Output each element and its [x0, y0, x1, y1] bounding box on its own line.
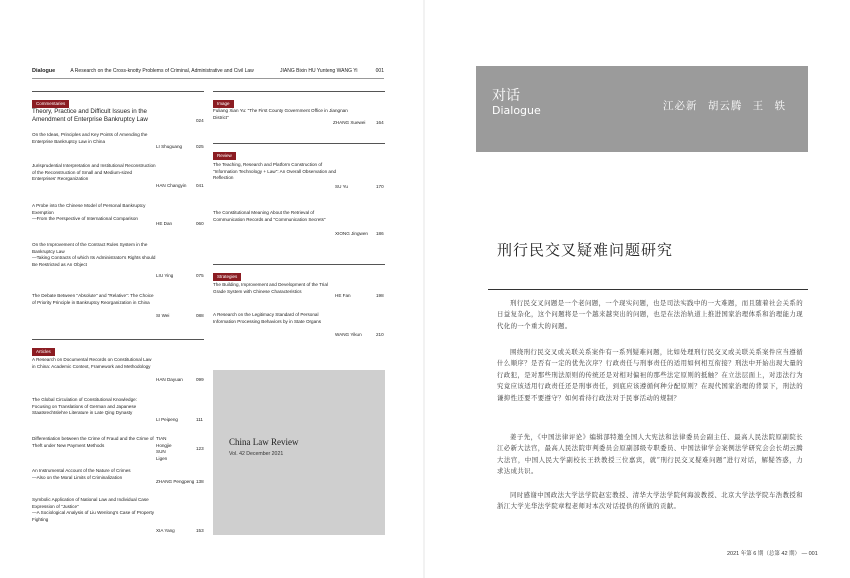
toc-entry-page: 088 [196, 313, 204, 318]
title-divider [488, 289, 808, 290]
toc-entry-page: 075 [196, 273, 204, 278]
toc-entry-page: 041 [196, 183, 204, 188]
section-commentaries [32, 91, 204, 106]
toc-entry[interactable] [32, 242, 204, 278]
section-label-review: Review [213, 152, 236, 160]
toc-entry-page: 099 [196, 377, 204, 382]
toc-entry-page: 111 [196, 417, 203, 422]
toc-entry-author: SI Wei [156, 313, 170, 318]
issue-info: Vol. 42 December 2021 [229, 451, 284, 457]
toc-entry[interactable] [213, 162, 384, 189]
toc-top-title: A Research on the Cross-knotty Problems of Criminal, Administrative and Civil Law [70, 68, 254, 74]
section-header [32, 91, 204, 106]
toc-entry-title: Theory, Practice and Difficult Issues in the Amendment of Enterprise Bankruptcy Law [32, 108, 148, 123]
toc-entry[interactable] [32, 108, 204, 124]
toc-entry[interactable] [32, 497, 204, 533]
section-header [32, 339, 204, 354]
toc-entry-author: HE Dan [156, 221, 173, 226]
toc-entry[interactable] [32, 203, 204, 226]
section-header [213, 143, 385, 158]
toc-entry-title: The Building, Improvement and Development of the Trial Grade System with Chinese Characteristics [213, 282, 328, 294]
toc-entry-author: HAN Changyin [156, 183, 187, 188]
toc-entry-page: 186 [376, 231, 384, 236]
toc-entry-title: An Instrumental Account of the Nature of Crimes —Also on the Moral Limits of Criminalization [32, 468, 131, 480]
section-strategies [213, 264, 385, 279]
toc-entry-title: Fuliang Xian Yu: "The First County Government Office in Jiangnan District" [213, 108, 348, 120]
toc-entry[interactable] [32, 357, 204, 382]
page-folio: 2021 年第 6 期（总第 42 期） — 001 [727, 551, 818, 557]
toc-entry-author: XIONG Jingwen [335, 231, 368, 236]
paragraph: 围绕刑行民交叉或关联关系案件有一系列疑难问题，比如处理刑行民交叉或关联关系案件应当遵循什么顺序？是否有一定的优先次序？行政责任与刑事责任的适用如何相互衔接？刑法中开始出现大量的行政犯，是对那些刑法原则的传统还是对相对偏袒的那些法定原则的抵触？在立法层面上，对违法行为究竟应该适用行政责任还是刑事责任，到底应该遵循何种分配原则？在现代国家治理的背景下，刑法的谦抑性还要不要遵守？如何看待行政法对于民事活动的规制？ [497, 348, 803, 402]
toc-entry-author: LI Shuguang [156, 144, 183, 149]
toc-top-section: Dialogue [32, 68, 56, 74]
toc-entry[interactable] [213, 108, 384, 125]
toc-entry-page: 138 [196, 479, 204, 484]
section-image [213, 91, 385, 106]
toc-entry-title: On the Improvement of the Contract Rules System in the Bankruptcy Law —Taking Contracts of which Its Administrator's Rights should Be Restricted as An Object [32, 242, 156, 267]
banner-title-zh: 对话 [492, 88, 520, 104]
toc-entry-author: LI Peipeng [156, 417, 178, 422]
toc-entry-title: The Global Circulation of Constitutional Knowledge: Focusing on Translations of German and Japanese Staatsrechtslehre Literature in Late Qing Dynasty [32, 397, 137, 416]
toc-entry-author: ZHANG Pengpeng [156, 479, 195, 484]
toc-entry-title: Jurisprudential Interpretation and Institutional Reconstruction of the Reconstruction of Small and Medium-sized Enterprises' Reorganization [32, 163, 156, 182]
toc-entry-author: TIAN Hongjie SUN Ligen [156, 436, 172, 461]
toc-entry-title: A Research on Documental Records on Constitutional Law in China: Academic Context, Framework and Methodology [32, 357, 152, 369]
toc-entry-title: Symbolic Application of National Law and Individual Case Expression of "Justice" —A Sociological Analysis of Liu Wenlong's Case of Property Fighting [32, 497, 155, 522]
toc-top-entry[interactable] [32, 68, 384, 74]
section-review [213, 143, 385, 158]
toc-entry[interactable] [213, 282, 384, 298]
toc-entry-title: A Research on the Legitimacy Standard of Personal Information Processing Behaviors by in State Organs [213, 312, 322, 324]
toc-entry[interactable] [213, 312, 384, 337]
toc-entry-author: SU Yu [335, 184, 348, 189]
toc-entry[interactable] [32, 163, 204, 188]
toc-entry-author: XIA Yang [156, 528, 175, 533]
banner-title-en: Dialogue [492, 104, 541, 117]
paragraph: 同时感谢中国政法大学法学院赵宏教授、清华大学法学院何海波教授、北京大学法学院车浩教授和浙江大学光华法学院章程老师对本次对话提供的所做的贡献。 [497, 491, 803, 511]
section-header [213, 264, 385, 279]
section-label-image: Image [213, 100, 234, 108]
toc-entry[interactable] [32, 468, 204, 484]
toc-entry-page: 025 [196, 144, 204, 149]
magazine-title: China Law Review [229, 437, 299, 447]
toc-entry-title: Differentiation between the Crime of Fraud and the Crime of Theft under New Payment Methods [32, 436, 154, 448]
toc-entry-title: The Teaching, Research and Platform Construction of "Information Technology + Law": An Overall Observation and Reflection [213, 162, 337, 181]
toc-entry[interactable] [32, 436, 204, 461]
toc-entry[interactable] [213, 210, 384, 236]
toc-entry-page: 170 [376, 184, 384, 189]
toc-entry-page: 153 [196, 528, 204, 533]
toc-top-page: 001 [375, 68, 384, 74]
toc-entry-author: HE Fan [335, 293, 351, 298]
paragraph: 刑行民交叉问题是一个老问题，一个现实问题，也是司法实践中的一大难题，而且随着社会关系的日益复杂化，这个问题将是一个越来越突出的问题，也是在法治轨道上推进国家治理体系和治理能力现代化的一个重大的问题。 [497, 299, 803, 330]
toc-entry-page: 060 [196, 221, 204, 226]
toc-entry-title: The Constitutional Meaning About the Retrieval of Communication Records and "Communication Secrets" [213, 210, 326, 222]
toc-entry-author: WANG Yikun [335, 332, 362, 337]
section-label-commentaries: Commentaries [32, 100, 69, 108]
toc-entry-title: The Debate Between "Absolute" and "Relative": The Choice of Priority Principle in Bankruptcy Reorganization in China [32, 293, 154, 305]
toc-entry-page: 210 [376, 332, 384, 337]
toc-entry-page: 123 [196, 446, 204, 451]
toc-entry[interactable] [32, 293, 204, 318]
section-label-strategies: Strategies [213, 273, 241, 281]
section-articles [32, 339, 204, 354]
section-label-articles: Articles [32, 348, 55, 356]
banner-authors: 江必新 胡云腾 王 轶 [662, 100, 786, 112]
toc-entry-title: A Probe into the Chinese Model of Personal Bankruptcy Exemption —From the Perspective of International Comparison [32, 203, 146, 222]
toc-entry-page: 024 [196, 118, 204, 123]
toc-entry-author: HAN Dayuan [156, 377, 183, 382]
section-header [213, 91, 385, 106]
toc-entry[interactable] [32, 397, 203, 422]
toc-top-authors: JIANG Bixin HU Yunteng WANG Yi [280, 68, 358, 74]
toc-entry[interactable] [32, 132, 204, 149]
top-divider [32, 78, 384, 79]
toc-entry-page: 198 [376, 293, 384, 298]
toc-entry-author: ZHANG Xuewei [333, 120, 366, 125]
toc-entry-author: LIU Ying [156, 273, 174, 278]
article-title: 刑行民交叉疑难问题研究 [497, 241, 674, 259]
paragraph: 姜子先，《中国法律评论》编辑部特邀全国人大宪法和法律委员会副主任、最高人民法院原副院长江必新大法官，最高人民法院审判委员会原副部级专职委员、中国法律学会案例法学研究会会长胡云腾大法官，中国人民大学副校长王轶教授三位嘉宾，就“刑行民交叉疑难问题”进行对话，解疑答惑，力求达成共识。 [497, 433, 803, 476]
journal-info-box [213, 370, 385, 535]
toc-entry-title: On the Ideas, Principles and Key Points of Amending the Enterprise Bankruptcy Law in China [32, 132, 148, 144]
toc-entry-page: 164 [376, 120, 384, 125]
dialogue-banner [476, 66, 808, 152]
